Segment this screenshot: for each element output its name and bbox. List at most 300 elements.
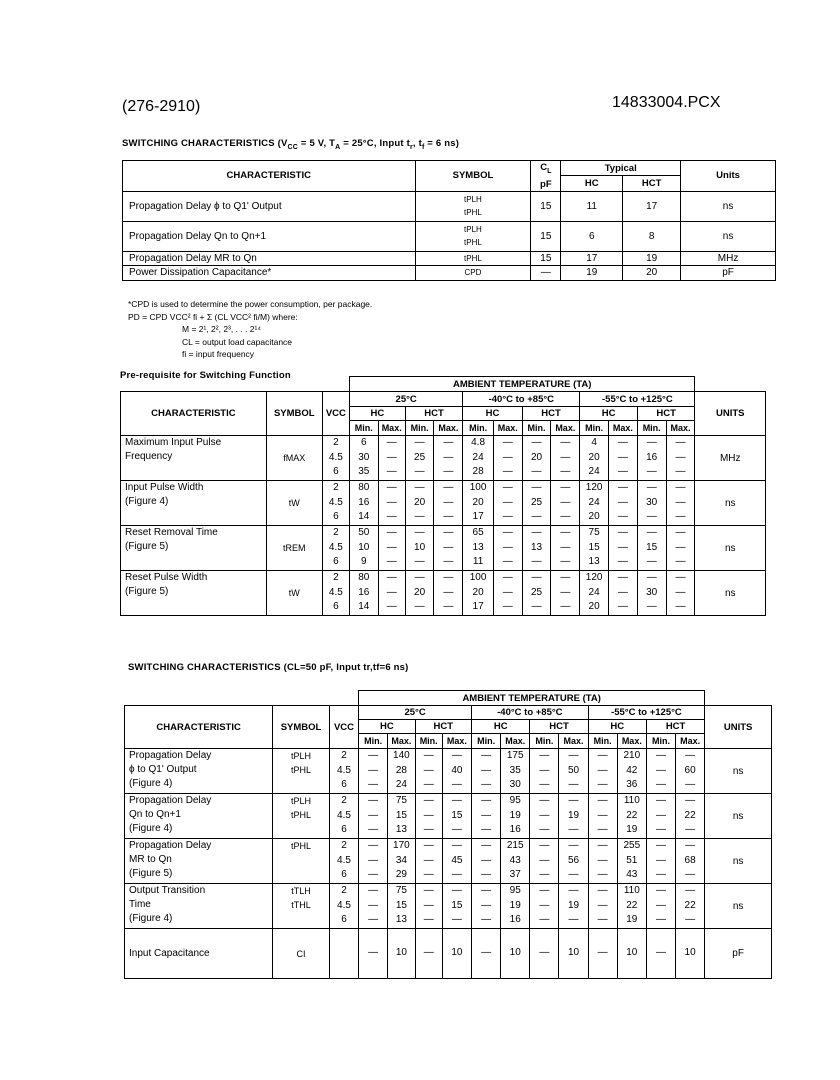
value: 16 [509,824,521,835]
value: — [481,840,492,851]
value: — [414,511,425,522]
cell-units: pF [681,265,776,280]
cell-symbol [415,191,531,221]
value: — [675,511,686,522]
value: 30 [509,779,521,790]
value: — [685,779,696,790]
vcc-value: 4.5 [328,586,343,598]
footnote-line: PD = CPD VCC² fi + Σ (CL VCC² fi/M) where: [128,311,298,322]
symbol-line: tW [288,588,300,598]
cell-value [588,929,617,979]
characteristic-line: Qn to Qn+1 [129,809,181,820]
value: — [481,764,492,776]
cell-units: ns [695,526,766,571]
cell-characteristic: Propagation Delay MR to Qn [123,251,416,265]
value: — [443,482,454,493]
table-row [121,526,766,571]
value: 16 [358,586,370,598]
cell-value [434,436,463,481]
cell-value [637,481,666,526]
value: — [481,885,492,896]
t2-col-min: Min. [522,421,551,436]
cell-value [580,481,609,526]
cell-units: ns [705,794,772,839]
value: — [655,779,666,790]
cell-value [530,839,559,884]
table-row [125,884,772,929]
value: — [617,556,628,567]
cell-cl: 15 [531,251,561,265]
value: 35 [509,764,521,776]
value: — [539,869,550,880]
cell-value [378,526,405,571]
table2-title: Pre-requisite for Switching Function [120,370,291,381]
characteristic-line: (Figure 5) [125,541,169,552]
footnote-line: fi = input frequency [182,349,255,359]
cell-value [617,929,646,979]
vcc-value: 6 [341,869,347,880]
symbol-line: fMAX [283,453,306,463]
characteristic-line: (Figure 4) [129,913,173,924]
t2-col-min: Min. [580,421,609,436]
value: — [597,750,608,761]
value: 24 [395,779,407,790]
cell-value [588,839,617,884]
cell-value [463,436,493,481]
value: — [423,750,434,761]
value: — [655,809,666,821]
cell-value [388,839,415,884]
value: 25 [530,496,543,508]
cell-value [501,839,530,884]
value: — [451,885,462,896]
cell-value [463,526,493,571]
value: — [386,556,397,567]
value: — [443,556,454,567]
cell-value [646,884,675,929]
value: — [597,854,608,866]
vcc-value [330,946,358,961]
value: — [655,914,666,925]
value: — [368,869,379,880]
value: 20 [530,451,543,463]
value: — [685,824,696,835]
value: — [539,885,550,896]
vcc-value: 6 [341,779,347,790]
cell-value [666,526,695,571]
vcc-value: 6 [333,601,339,612]
value: 10 [395,947,407,959]
value: — [568,869,579,880]
value: — [617,451,628,463]
value: — [568,914,579,925]
vcc-value: 6 [333,556,339,567]
cell-value [530,884,559,929]
cell-value [617,884,646,929]
cell-hc: 6 [561,221,623,251]
t2-col-min: Min. [405,421,434,436]
value: — [646,601,657,612]
cell-value [415,929,442,979]
cell-value [559,929,588,979]
cell-value [378,436,405,481]
cell-hc: 11 [561,191,623,221]
value: 20 [414,496,426,508]
value: — [423,869,434,880]
value: 20 [414,586,426,598]
value: — [675,437,686,448]
cell-symbol [273,884,330,929]
value: — [531,482,542,493]
cell-value [359,794,388,839]
value: — [539,779,550,790]
value: — [597,914,608,925]
t2-col-max: Max. [608,421,637,436]
value: — [597,824,608,835]
value: — [560,496,571,508]
cell-value [666,436,695,481]
cell-symbol [415,221,531,251]
value: — [539,947,550,959]
cell-vcc [322,571,349,616]
cell-value [493,481,522,526]
cell-vcc [329,794,358,839]
t2-ambient-header: AMBIENT TEMPERATURE (TA) [349,377,694,392]
t3-col-hc: HC [588,720,646,734]
cell-value [405,436,434,481]
t3-col-symbol: SYMBOL [273,706,330,749]
value: — [560,601,571,612]
cell-value [522,481,551,526]
vcc-value: 6 [341,824,347,835]
value: — [597,885,608,896]
t1-col-symbol: SYMBOL [415,161,531,192]
value: 75 [395,885,407,896]
value: — [655,869,666,880]
value: — [423,764,434,776]
value: — [685,914,696,925]
value: 19 [626,824,638,835]
value: 9 [361,556,367,567]
value: — [539,795,550,806]
value: — [685,750,696,761]
value: — [617,601,628,612]
t1-col-hct: HCT [623,176,681,191]
value: 14 [358,511,370,522]
value: — [502,586,513,598]
vcc-value: 2 [333,527,339,538]
value: 13 [530,541,543,553]
t2-col-temp: 25°C [349,392,462,407]
value: — [675,601,686,612]
cell-value [359,839,388,884]
value: — [560,482,571,493]
value: 210 [623,750,641,761]
characteristic-line: Time [129,899,151,910]
cell-value [442,929,471,979]
value: — [481,899,492,911]
cell-characteristic [121,526,267,571]
value: — [414,466,425,477]
characteristic-line: MR to Qn [129,854,172,865]
table-row [123,191,776,221]
value: — [386,496,397,508]
cell-characteristic [125,929,273,979]
t3-col-max: Max. [676,734,705,749]
value: — [386,601,397,612]
value: 95 [509,795,521,806]
value: — [423,914,434,925]
value: 140 [393,750,410,761]
value: — [368,750,379,761]
value: — [368,854,379,866]
table-row [125,929,772,979]
value: 43 [626,869,638,880]
cell-value [501,929,530,979]
value: — [502,601,513,612]
t3-col-temp: -40°C to +85°C [472,706,589,720]
cell-value [559,884,588,929]
value: — [617,572,628,583]
doc-id-right: 14833004.PCX [612,94,721,111]
value: — [423,840,434,851]
t2-header-row [121,392,766,407]
cell-characteristic [125,794,273,839]
cell-value [588,749,617,794]
cell-value [415,839,442,884]
cell-value [388,884,415,929]
value: 28 [472,466,484,477]
value: — [451,750,462,761]
t2-col-temp: -55°C to +125°C [580,392,695,407]
value: — [414,601,425,612]
symbol-line [273,912,329,926]
cell-value [349,481,378,526]
cell-value [434,481,463,526]
value: 29 [395,869,407,880]
cell-value [415,749,442,794]
cell-value [608,526,637,571]
t3-col-min: Min. [588,734,617,749]
vcc-value: 2 [333,482,339,493]
cell-characteristic [121,436,267,481]
cell-characteristic [125,884,273,929]
vcc-value: 4.5 [328,496,343,508]
vcc-value: 2 [341,750,347,761]
t2-col-hc: HC [349,407,405,421]
value: 20 [472,496,484,508]
value: — [423,779,434,790]
t2-col-max: Max. [378,421,405,436]
value: 65 [472,527,484,538]
vcc-value: 4.5 [337,899,351,911]
value: — [531,601,542,612]
cell-symbol [415,265,531,280]
value: — [685,869,696,880]
value: 30 [358,451,370,463]
value: 100 [469,482,487,493]
cell-value [442,839,471,884]
value: — [423,824,434,835]
cell-value [551,571,580,616]
value: 10 [567,947,580,959]
value: — [414,437,425,448]
value: — [655,840,666,851]
t3-col-temp: 25°C [359,706,472,720]
cell-value [434,571,463,616]
value: — [539,809,550,821]
symbol-line: tPHL [464,253,482,263]
t1-col-typical: Typical [561,161,681,176]
value: 15 [646,541,658,553]
value: — [414,572,425,583]
vcc-value: 6 [333,511,339,522]
symbol-line: tREM [283,543,306,553]
cell-hct: 19 [623,251,681,265]
cell-value [666,571,695,616]
value: — [368,795,379,806]
value: 16 [646,451,658,463]
value: — [368,914,379,925]
value: — [539,750,550,761]
value: — [386,527,397,538]
value: — [560,437,571,448]
characteristic-line: Propagation Delay [129,750,212,761]
characteristic-line: (Figure 5) [125,586,169,597]
table3-title: SWITCHING CHARACTERISTICS (CL=50 pF, Input tr,tf=6 ns) [128,662,409,673]
value: 17 [472,511,484,522]
value: — [539,854,550,866]
value: — [560,527,571,538]
value: 15 [395,809,407,821]
value: — [560,572,571,583]
table-row [123,221,776,251]
cell-symbol [273,929,330,979]
value: — [368,885,379,896]
value: — [560,451,571,463]
cell-value [580,526,609,571]
characteristic-line: ϕ to Q1' Output [129,764,197,775]
value: 11 [472,556,484,567]
characteristic-line: Output Transition [129,885,206,896]
value: — [481,947,492,959]
table3 [124,690,772,979]
cell-cl: — [531,265,561,280]
cell-value [559,794,588,839]
table1-title: SWITCHING CHARACTERISTICS ($V_{CC} = 5$ V, $T_A = 25^\circ C$, Input $t_r$, $t_f = 6$ ns) [122,138,460,151]
cell-value [493,571,522,616]
value: — [443,511,454,522]
t2-col-hct: HCT [405,407,463,421]
value: 36 [626,779,638,790]
value: — [531,572,542,583]
value: — [481,914,492,925]
cell-value [434,526,463,571]
value: — [685,795,696,806]
value: — [451,869,462,880]
t3-col-char: CHARACTERISTIC [125,706,273,749]
cell-value [580,436,609,481]
t2-header-spacer [695,377,766,392]
cell-units: pF [705,929,772,979]
value: 22 [684,899,696,911]
t3-col-min: Min. [530,734,559,749]
value: — [443,572,454,583]
characteristic-line: (Figure 5) [129,868,173,879]
value: 10 [626,947,638,959]
cell-cl: 15 [531,191,561,221]
symbol-line [273,867,329,881]
value: 95 [509,885,521,896]
value: — [368,947,379,959]
value: — [423,795,434,806]
value: — [502,451,513,463]
symbol-line: tTHL [291,900,311,910]
cell-symbol [273,749,330,794]
value: — [675,496,686,508]
t3-col-max: Max. [501,734,530,749]
cell-units: ns [705,839,772,884]
value: — [568,750,579,761]
value: — [597,899,608,911]
value: — [502,511,513,522]
value: — [568,824,579,835]
value: 24 [588,586,600,598]
value: — [655,795,666,806]
value: — [646,437,657,448]
value: 56 [567,854,580,866]
t3-col-hc: HC [472,720,530,734]
characteristic-line: Input Capacitance [129,947,210,959]
value: — [414,527,425,538]
value: — [502,482,513,493]
doc-id-left: (276-2910) [122,98,201,115]
t3-col-hc: HC [359,720,415,734]
value: 37 [509,869,521,880]
cell-value [359,929,388,979]
t1-col-units: Units [681,161,776,192]
cell-units: ns [681,191,776,221]
value: 22 [626,899,638,911]
value: 19 [509,899,521,911]
value: — [443,451,454,463]
cell-hc: 19 [561,265,623,280]
value: — [481,824,492,835]
t2-col-hc: HC [580,407,638,421]
cell-characteristic: Power Dissipation Capacitance* [123,265,416,280]
symbol-line: tPHL [291,765,312,775]
cell-value [608,571,637,616]
t2-col-temp: -40°C to +85°C [463,392,580,407]
value: — [481,750,492,761]
value: — [368,824,379,835]
value: 19 [509,809,521,821]
value: — [368,899,379,911]
cell-value [493,526,522,571]
vcc-value: 2 [333,572,339,583]
value: 19 [567,899,580,911]
cell-value [405,481,434,526]
value: 19 [626,914,638,925]
value: — [386,511,397,522]
vcc-value: 4.5 [328,541,343,553]
value: — [539,764,550,776]
cell-value [637,571,666,616]
cell-value [442,794,471,839]
cell-value [472,839,501,884]
t3-col-vcc: VCC [329,706,358,749]
t2-header-row [121,377,766,392]
